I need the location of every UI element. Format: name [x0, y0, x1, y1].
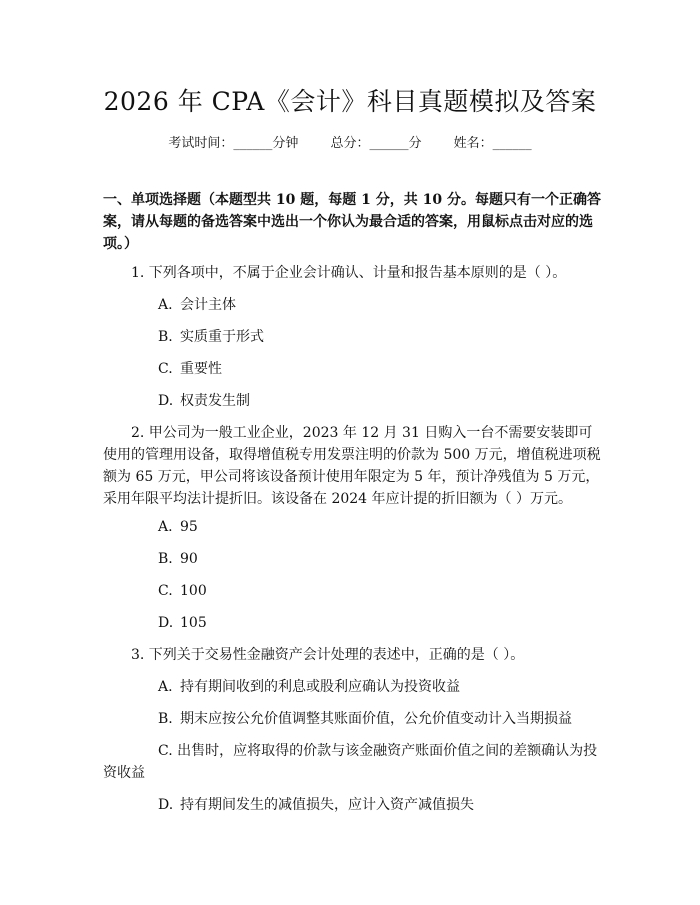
- question-3: 3. 下列关于交易性金融资产会计处理的表述中，正确的是（ ）。: [131, 647, 525, 663]
- option-letter: C.: [158, 361, 173, 377]
- option-letter: D.: [158, 797, 174, 813]
- q1-option-a[interactable]: [158, 294, 598, 316]
- q3-option-b[interactable]: [158, 708, 598, 730]
- q2-option-a[interactable]: [158, 516, 598, 538]
- option-text: 90: [180, 551, 198, 567]
- option-letter: A.: [158, 519, 173, 535]
- option-text: 会计主体: [180, 297, 236, 313]
- q1-option-d[interactable]: [158, 390, 598, 412]
- exam-time: 考试时间：______分钟: [168, 136, 299, 151]
- q3-option-c[interactable]: [103, 740, 601, 784]
- exam-name: 姓名：______: [453, 136, 532, 151]
- option-letter: A.: [158, 679, 173, 695]
- q3-option-d[interactable]: [158, 794, 598, 816]
- option-text: 持有期间收到的利息或股利应确认为投资收益: [180, 679, 460, 695]
- option-letter: C.: [158, 583, 173, 599]
- option-letter: B.: [158, 329, 173, 345]
- q2-option-b[interactable]: [158, 548, 598, 570]
- option-text: 权责发生制: [180, 393, 250, 409]
- exam-meta: [0, 132, 700, 151]
- option-text: 重要性: [180, 361, 222, 377]
- exam-total-score: 总分：______分: [330, 136, 422, 151]
- q2-option-c[interactable]: [158, 580, 598, 602]
- question-1: 1. 下列各项中，不属于企业会计确认、计量和报告基本原则的是（ ）。: [131, 265, 567, 281]
- option-letter: C.: [158, 743, 173, 759]
- q3-option-a[interactable]: [158, 676, 598, 698]
- q1-option-c[interactable]: [158, 358, 598, 380]
- q1-option-b[interactable]: [158, 326, 598, 348]
- option-letter: D.: [158, 393, 174, 409]
- q2-option-d[interactable]: [158, 612, 598, 634]
- option-letter: A.: [158, 297, 173, 313]
- option-text: 105: [180, 615, 207, 631]
- option-letter: B.: [158, 551, 173, 567]
- question-2: 2. 甲公司为一般工业企业，2023 年 12 月 31 日购入一台不需要安装即可使用的管理用设备，取得增值税专用发票注明的价款为 500 万元，增值税进项税额为 65 万元，甲公司将该设备预计使用年限定为 5 年，预计净残值为 5 万元，采用年限平均法计提折旧。该设备在 2024 年应计提的折旧额为（ ）万元。: [103, 425, 601, 507]
- option-text: 95: [180, 519, 198, 535]
- section-heading: 一、单项选择题（本题型共 10 题，每题 1 分，共 10 分。每题只有一个正确答案，请从每题的备选答案中选出一个你认为最合适的答案，用鼠标点击对应的选项。）: [103, 192, 601, 252]
- option-text: 实质重于形式: [180, 329, 264, 345]
- option-letter: D.: [158, 615, 174, 631]
- option-text: 期末应按公允价值调整其账面价值，公允价值变动计入当期损益: [180, 711, 572, 727]
- page-title: 2026 年 CPA《会计》科目真题模拟及答案: [103, 87, 597, 116]
- option-text: 持有期间发生的减值损失，应计入资产减值损失: [180, 797, 474, 813]
- option-text: 出售时，应将取得的价款与该金融资产账面价值之间的差额确认为投资收益: [103, 743, 598, 781]
- option-letter: B.: [158, 711, 173, 727]
- option-text: 100: [180, 583, 207, 599]
